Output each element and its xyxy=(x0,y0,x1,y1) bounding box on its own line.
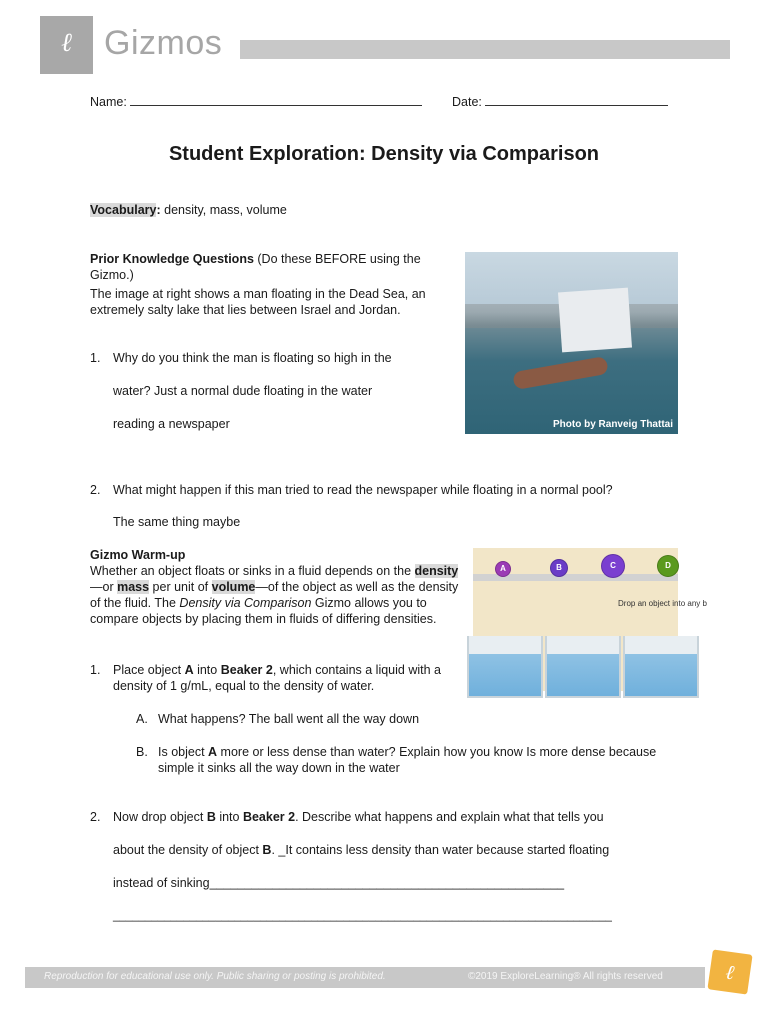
subB-answer[interactable] xyxy=(158,744,658,776)
warmup-text-1: Whether an object floats or sinks in a fluid depends on the xyxy=(90,564,415,578)
item1-text-b: into xyxy=(193,663,221,677)
gizmo-screenshot xyxy=(473,548,707,691)
explorelearning-logo-icon: ℓ xyxy=(707,949,752,994)
item2-object: B xyxy=(206,810,216,824)
date-field[interactable] xyxy=(452,93,668,110)
subB-label: B. xyxy=(136,745,148,759)
gizmo-hint: Drop an object into any b xyxy=(618,599,707,608)
name-label: Name: xyxy=(90,95,127,109)
gizmos-logo xyxy=(40,16,93,74)
item1-text-c: , which contains a liquid with a density of 1 g/mL, equal to the density of water. xyxy=(113,663,441,693)
brand-name: Gizmos xyxy=(104,24,223,62)
ball-a: A xyxy=(495,561,511,577)
item2-text-a: Now drop object xyxy=(113,810,207,824)
item2-object-2: B xyxy=(262,843,272,857)
photo-credit: Photo by Ranveig Thattai xyxy=(552,419,673,430)
vocabulary-label: Vocabulary xyxy=(90,203,157,217)
warmup-text-2: —or xyxy=(90,580,118,594)
beaker-1 xyxy=(467,636,543,698)
vocabulary-colon: : xyxy=(156,203,161,217)
prior-knowledge-title: Prior Knowledge Questions xyxy=(90,252,254,266)
warmup-heading xyxy=(90,547,185,563)
q1-question: Why do you think the man is floating so high in the xyxy=(113,351,392,365)
item2-beaker: Beaker 2 xyxy=(242,810,296,824)
q2-question: What might happen if this man tried to read the newspaper while floating in a normal pool? xyxy=(113,483,613,497)
prior-knowledge-heading xyxy=(90,251,442,283)
item1-text-a: Place object xyxy=(113,663,185,677)
item2-text-d: about the density of object xyxy=(113,843,263,857)
item1-object: A xyxy=(184,663,194,677)
beaker-2 xyxy=(545,636,621,698)
subB-text-b: more or less dense than water? Explain how you know Is more dense because simple it sinks all the way down in the water xyxy=(158,745,657,775)
subA-label: A. xyxy=(136,712,148,726)
ball-b: B xyxy=(550,559,568,577)
item2-answer-line2[interactable]: instead of sinking___________________________________________________ xyxy=(113,876,565,890)
item2-text-e: . _It contains less density than water because started floating xyxy=(271,843,610,857)
subB-object: A xyxy=(208,745,218,759)
name-field[interactable] xyxy=(90,93,422,110)
q1-answer-line1[interactable]: water? Just a normal dude floating in the water xyxy=(113,384,373,398)
vocab-volume: volume xyxy=(211,580,256,594)
man-shape xyxy=(512,356,609,390)
name-line[interactable] xyxy=(130,93,422,106)
item1-number: 1. xyxy=(90,663,101,677)
item2-text-c: . Describe what happens and explain what that tells you xyxy=(295,810,604,824)
subA-answer[interactable]: What happens? The ball went all the way down xyxy=(158,712,420,726)
footer-notice: Reproduction for educational use only. Public sharing or posting is prohibited. xyxy=(44,971,386,982)
item1-beaker: Beaker 2 xyxy=(220,663,273,677)
item2-answer-line1[interactable] xyxy=(113,842,609,858)
item2-answer-line3[interactable]: ______________________________________________________________________________ xyxy=(113,910,612,922)
item1-text xyxy=(113,662,463,694)
prior-knowledge-intro: The image at right shows a man floating in the Dead Sea, an extremely salty lake that lies between Israel and Jordan. xyxy=(90,287,426,317)
vocabulary xyxy=(90,202,287,218)
warmup-text-4: —of the object as well as the density of the fluid. The xyxy=(90,580,459,610)
gizmo-name: Density via Comparison xyxy=(179,596,312,610)
subB-text-a: Is object xyxy=(158,745,209,759)
item2-number: 2. xyxy=(90,810,101,824)
q2-answer[interactable]: The same thing maybe xyxy=(113,515,241,529)
newspaper-shape xyxy=(558,288,632,353)
warmup-text-3: per unit of xyxy=(149,580,212,594)
page-title: Student Exploration: Density via Comparison xyxy=(168,143,600,165)
header-bar xyxy=(240,40,730,59)
warmup-text-5: Gizmo allows you to compare objects by placing them in fluids of differing densities. xyxy=(90,596,437,626)
vocabulary-terms: density, mass, volume xyxy=(160,203,287,217)
ball-d: D xyxy=(657,555,679,577)
date-label: Date: xyxy=(452,95,482,109)
q1-number: 1. xyxy=(90,351,101,365)
beaker-3 xyxy=(623,636,699,698)
vocab-density: density xyxy=(414,564,459,578)
el-logo-icon: ℓ xyxy=(61,28,72,58)
dead-sea-photo xyxy=(465,252,678,434)
prior-knowledge-note: (Do these BEFORE using the Gizmo.) xyxy=(90,252,421,282)
footer-copyright: ©2019 ExploreLearning® All rights reserved xyxy=(468,971,663,982)
warmup-paragraph xyxy=(90,563,460,627)
vocab-mass: mass xyxy=(117,580,150,594)
date-line[interactable] xyxy=(485,93,668,106)
item2-text xyxy=(113,809,604,825)
item2-text-b: into xyxy=(215,810,243,824)
ball-c: C xyxy=(601,554,625,578)
q2-number: 2. xyxy=(90,483,101,497)
warmup-title: Gizmo Warm-up xyxy=(90,548,186,562)
q1-answer-line2[interactable]: reading a newspaper xyxy=(113,417,230,431)
